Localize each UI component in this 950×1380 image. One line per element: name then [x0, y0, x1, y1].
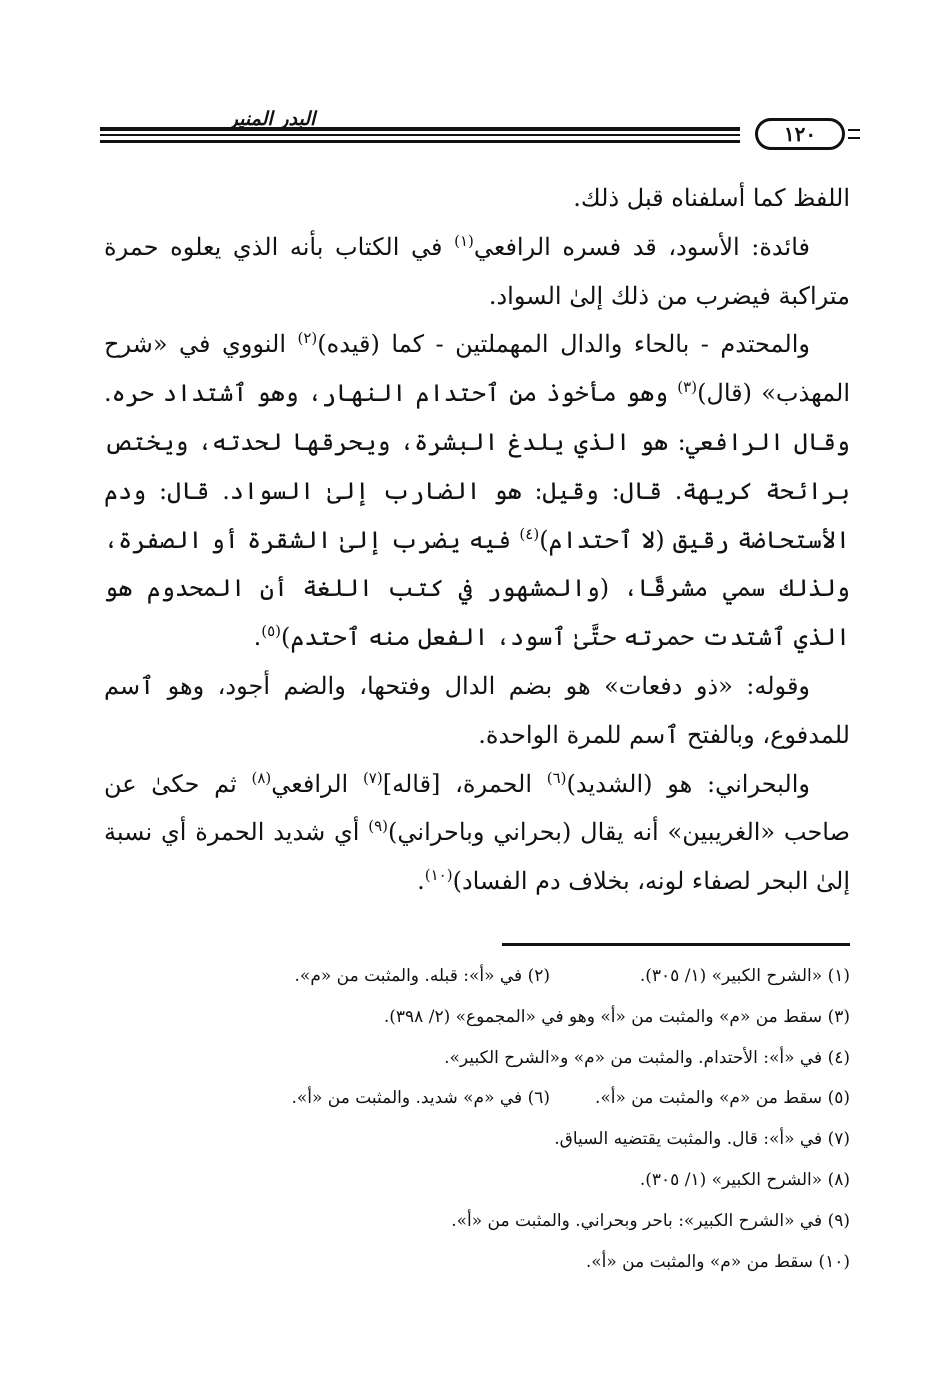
footnote: (٢) في «أ»: قبله. والمثبت من «م». [294, 966, 550, 986]
text-run: . [253, 623, 262, 652]
footnote-line [104, 997, 850, 1038]
text-run: في الكتاب بأنه الذي يعلوه حمرة متراكبة فيضرب من ذلك إلىٰ السواد. [104, 232, 850, 310]
page-number: ١٢٠ [755, 118, 845, 150]
footnote-ref: (٣) [677, 378, 698, 397]
footnote-ref: (٥) [261, 622, 281, 641]
footnote-separator [502, 943, 850, 946]
paragraph: وقوله: «ذو دفعات» هو بضم الدال وفتحها، والضم أجود، وهو ٱسم للمدفوع، وبالفتح ٱسم للمرة الواحدة. [104, 671, 850, 749]
book-title: البدر المنير [228, 108, 316, 130]
footnote: (٥) سقط من «م» والمثبت من «أ». [594, 1088, 850, 1109]
running-header [100, 108, 852, 158]
footnote-ref: (١) [454, 231, 474, 250]
footnote-line [104, 1038, 850, 1079]
footnote-ref: (٦) [546, 768, 567, 787]
footnote: (١) «الشرح الكبير» (١/ ٣٠٥). [639, 966, 850, 986]
footnote-line [104, 1160, 850, 1201]
footnote: (٧) في «أ»: قال. والمثبت يقتضيه السياق. [554, 1129, 850, 1150]
footnote-line [104, 1242, 850, 1283]
footnotes [104, 956, 850, 1282]
footnote-line [104, 1078, 850, 1119]
header-tick [848, 129, 860, 131]
header-rule [100, 140, 740, 143]
paragraph [104, 760, 850, 906]
footnote-ref: (٢) [297, 329, 318, 348]
text-run: فائدة: الأسود، قد فسره الرافعي [473, 232, 810, 261]
text-run: الرافعي [271, 769, 363, 798]
footnote-ref: (٧) [362, 768, 383, 787]
footnote: (٣) سقط من «م» والمثبت من «أ» وهو في «المجموع» (٢/ ٣٩٨). [383, 1006, 850, 1027]
text-run: وهو مأخوذ من ٱحتدام النهار، وهو ٱشتداد حره. وقال الرافعي: هو الذي يلدغ البشرة، ويحرقها لحدته، ويختص برائحة كريهة. قال: وقيل: هو الضارب إلىٰ السواد. قال: ودم الأستحاضة رقيق (لا ٱحتدام) [104, 379, 850, 554]
text-run: والبحراني: هو (الشديد) [566, 769, 810, 798]
footnote-ref: (٤) [519, 524, 540, 543]
main-text [104, 174, 850, 906]
text-run: والمحتدم - بالحاء والدال المهملتين - كما (قيده) [317, 330, 810, 359]
text-run: ثم حكىٰ عن صاحب «الغريبين» أنه يقال (بحراني وباحراني) [104, 769, 850, 847]
paragraph: اللفظ كما أسلفناه قبل ذلك. [573, 184, 850, 212]
paragraph [104, 320, 850, 662]
footnote-line [104, 1201, 850, 1242]
footnote: (٩) في «الشرح الكبير»: باحر وبحراني. والمثبت من «أ». [451, 1210, 850, 1231]
footnote-line [104, 1119, 850, 1160]
text-run: . [417, 867, 425, 896]
text-run: النووي في «شرح المهذب» (قال) [104, 330, 850, 408]
footnote-line [104, 956, 850, 997]
footnote: (٦) في «م» شديد. والمثبت من «أ». [291, 1088, 550, 1109]
footnote-ref: (١٠) [424, 866, 453, 885]
header-tick [848, 137, 860, 139]
text-run: أي شديد الحمرة أي نسبة إلىٰ البحر لصفاء لونه، بخلاف دم الفساد) [104, 818, 850, 896]
footnote-ref: (٨) [251, 768, 272, 787]
paragraph [104, 223, 850, 321]
footnote: (٤) في «أ»: الأحتدام. والمثبت من «م» و«الشرح الكبير». [444, 1047, 850, 1068]
text-run: فيه يضرب إلىٰ الشقرة أو الصفرة، ولذلك سمي مشرقًا، (والمشهور في كتب اللغة أن المحدوم هو الذي ٱشتدت حمرته حتَّىٰ ٱسود، الفعل منه ٱحتدم) [104, 525, 850, 652]
footnote: (١٠) سقط من «م» والمثبت من «أ». [585, 1251, 850, 1272]
footnote-ref: (٩) [368, 817, 389, 836]
text-run: الحمرة، [قاله] [382, 769, 547, 798]
footnote: (٨) «الشرح الكبير» (١/ ٣٠٥). [639, 1169, 850, 1190]
header-rule [100, 134, 740, 136]
